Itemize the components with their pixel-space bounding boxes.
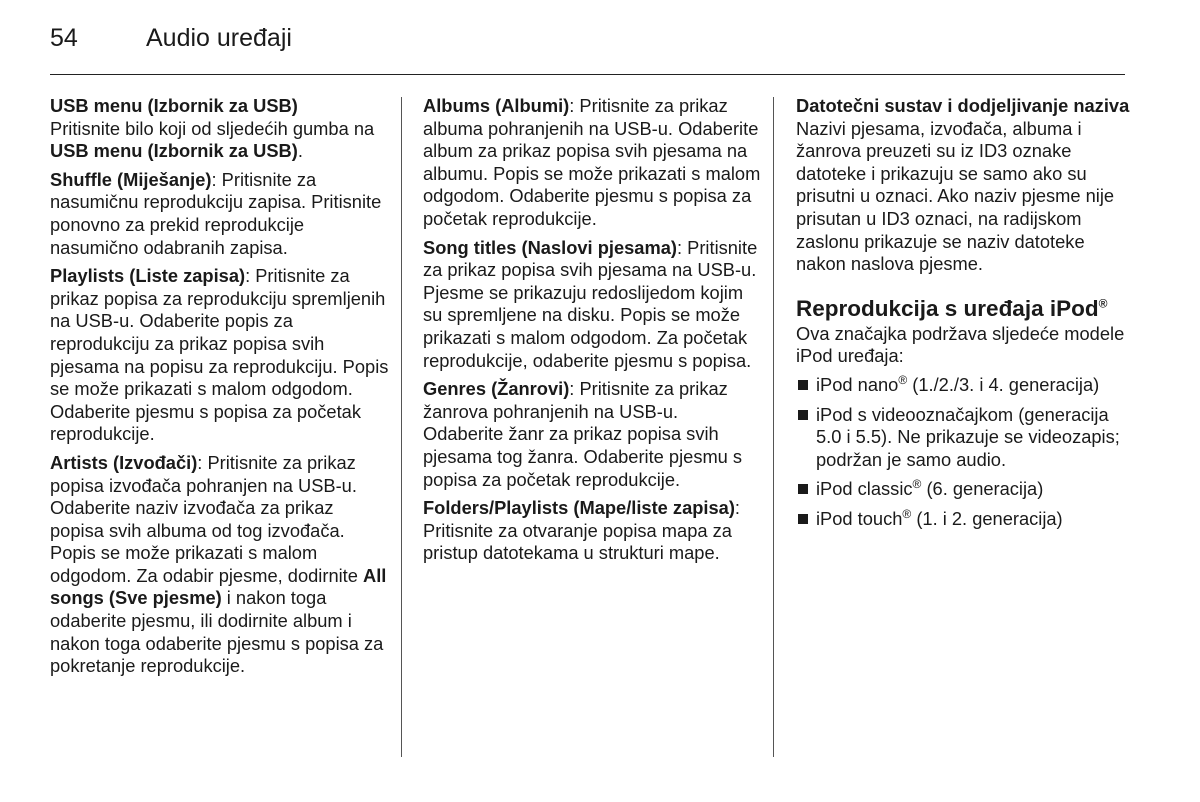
ipod-model-text: (1. i 2. generacija)	[911, 507, 1063, 529]
registered-mark: ®	[902, 506, 912, 521]
usb-menu-inline-term: USB menu (Izbornik za USB)	[50, 140, 298, 162]
playlists-text: : Pritisnite za prikaz popisa za reprodukciju spremljenih na USB-u. Odaberite popis za reprodukciju za prikaz popisa svih pjesama na popisu za reprodukciju. Popis se može prikazati s malom odgodom. Odaberite pjesmu s popisa za početak reprodukcije.	[50, 265, 389, 445]
ipod-heading-text: Reprodukcija s uređaja iPod	[796, 295, 1099, 321]
column-divider-2	[773, 97, 774, 757]
page-title: Audio uređaji	[146, 24, 292, 52]
ipod-model-name: iPod nano	[816, 373, 899, 395]
bullet-square-icon	[798, 410, 808, 420]
ipod-model-name: iPod s videooznačajkom (generacija 5.0 i 5.5). Ne prikazuje se videozapis; podržan je samo audio.	[816, 403, 1120, 470]
playlists-term: Playlists (Liste zapisa)	[50, 265, 246, 287]
all-songs-term: All songs (Sve pjesme)	[50, 564, 387, 609]
folders-paragraph	[423, 497, 763, 565]
header-rule	[50, 74, 1125, 75]
folders-term: Folders/Playlists (Mape/liste zapisa)	[423, 497, 735, 519]
file-system-heading: Datotečni sustav i dodjeljivanje naziva	[796, 95, 1130, 116]
file-system-text: Nazivi pjesama, izvođača, albuma i žanrova preuzeti su iz ID3 oznake datoteke i prikazuju se samo ako su prisutni u oznaci. Ako naziv pjesme nije prisutan u ID3 oznaci, na radijskom zaslonu prikazuje se naziv datoteke nakon naslova pjesme.	[796, 117, 1115, 275]
ipod-model-text: (6. generacija)	[921, 478, 1044, 500]
albums-term: Albums (Albumi)	[423, 95, 570, 116]
genres-term: Genres (Žanrovi)	[423, 378, 570, 400]
song-titles-term: Song titles (Naslovi pjesama)	[423, 236, 677, 258]
artists-paragraph	[50, 452, 390, 678]
column-2	[423, 95, 763, 571]
registered-mark: ®	[912, 477, 922, 492]
song-titles-paragraph	[423, 237, 763, 373]
page-number: 54	[50, 24, 78, 52]
shuffle-term: Shuffle (Miješanje)	[50, 168, 212, 190]
artists-text-b: i nakon toga odaberite pjesmu, ili dodirnite album i nakon toga odaberite pjesmu s popisa za pokretanje reprodukcije.	[50, 587, 384, 677]
ipod-heading	[796, 296, 1136, 322]
shuffle-text: : Pritisnite za nasumičnu reprodukciju zapisa. Pritisnite ponovno za prekid reprodukcije nasumično odabranih zapisa.	[50, 168, 382, 258]
genres-text: : Pritisnite za prikaz žanrova pohranjenih na USB-u. Odaberite žanr za prikaz popisa svih pjesama tog žanra. Odaberite pjesmu s popisa za početak reprodukcije.	[423, 378, 743, 490]
column-3	[796, 95, 1136, 538]
usb-menu-term: USB menu (Izbornik za USB)	[50, 95, 298, 116]
bullet-square-icon	[798, 484, 808, 494]
usb-menu-paragraph	[50, 95, 390, 163]
bullet-square-icon	[798, 514, 808, 524]
playlists-paragraph	[50, 265, 390, 446]
albums-paragraph	[423, 95, 763, 231]
ipod-model-name: iPod classic	[816, 478, 913, 500]
column-1	[50, 95, 390, 684]
ipod-model-item	[796, 478, 1136, 501]
column-divider-1	[401, 97, 402, 757]
folders-text: : Pritisnite za otvaranje popisa mapa za pristup datotekama u strukturi mape.	[423, 497, 740, 564]
ipod-model-text: (1./2./3. i 4. generacija)	[907, 373, 1100, 395]
ipod-model-item	[796, 508, 1136, 531]
artists-term: Artists (Izvođači)	[50, 451, 198, 473]
ipod-model-name: iPod touch	[816, 507, 903, 529]
registered-mark: ®	[898, 372, 908, 387]
ipod-heading-registered-mark: ®	[1098, 296, 1108, 311]
genres-paragraph	[423, 378, 763, 491]
shuffle-paragraph	[50, 169, 390, 259]
ipod-model-list	[796, 374, 1136, 531]
song-titles-text: : Pritisnite za prikaz popisa svih pjesama na USB-u. Pjesme se prikazuju redoslijedom kojim su spremljene na disku. Popis se može prikazati s malom odgodom. Za početak reprodukcije, odaberite pjesmu s popisa.	[423, 236, 758, 371]
bullet-square-icon	[798, 380, 808, 390]
ipod-intro: Ova značajka podržava sljedeće modele iPod uređaja:	[796, 322, 1125, 367]
artists-text-a: : Pritisnite za prikaz popisa izvođača pohranjen na USB-u. Odaberite naziv izvođača za prikaz popisa svih albuma od tog izvođača. Popis se može prikazati s malom odgodom. Za odabir pjesme, dodirnite	[50, 451, 363, 586]
ipod-model-item	[796, 404, 1136, 472]
usb-menu-text-b: .	[297, 140, 303, 162]
albums-text: : Pritisnite za prikaz albuma pohranjenih na USB-u. Odaberite album za prikaz popisa svih pjesama na albumu. Popis se može prikazati s malom odgodom. Odaberite pjesmu s popisa za početak reprodukcije.	[423, 95, 761, 229]
usb-menu-text-a: Pritisnite bilo koji od sljedećih gumba na	[50, 117, 375, 139]
ipod-model-item	[796, 374, 1136, 397]
